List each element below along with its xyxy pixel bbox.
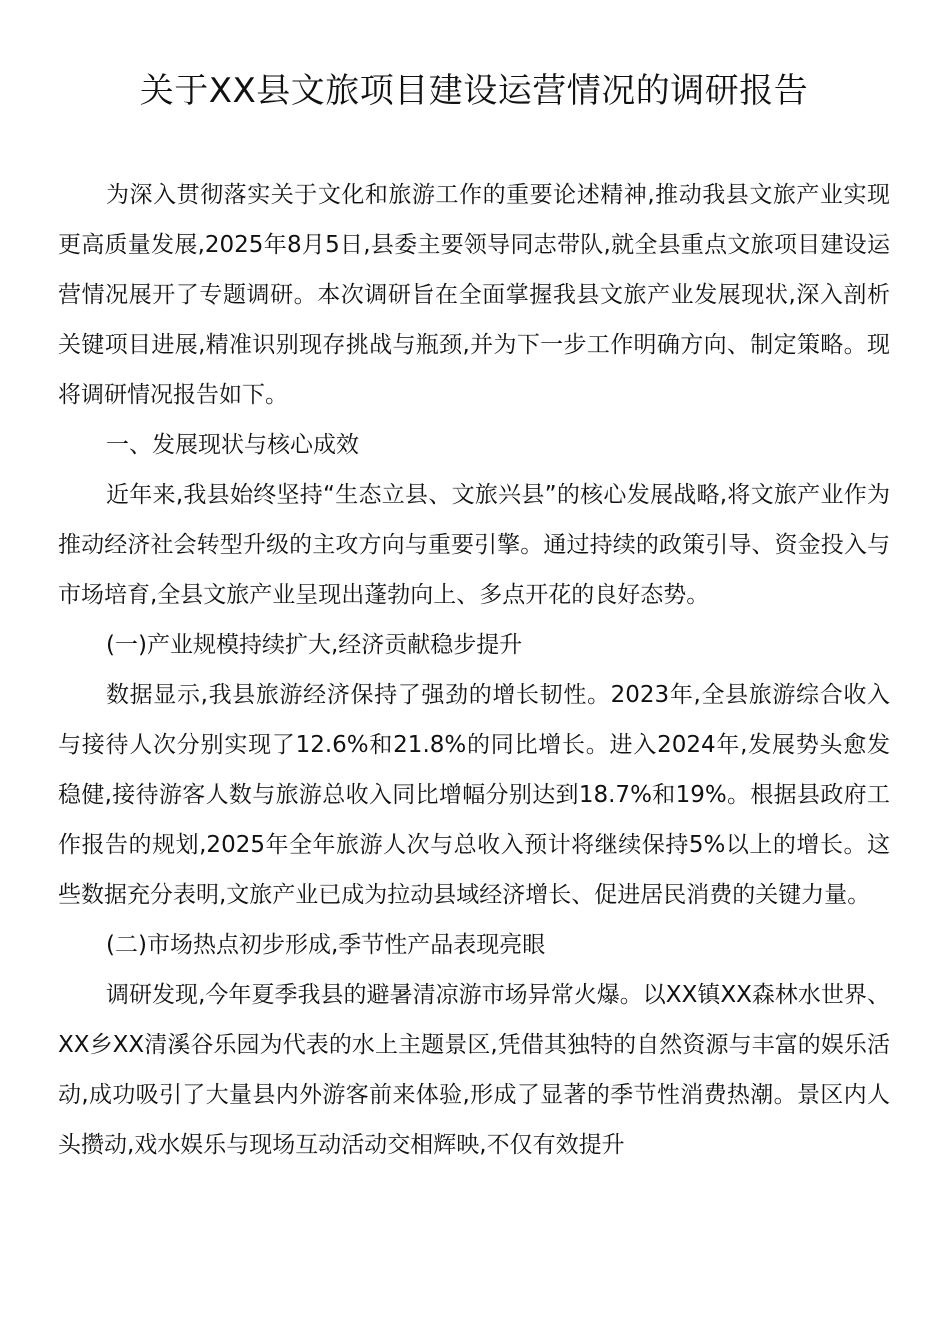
subsection-heading-2: (二)市场热点初步形成,季节性产品表现亮眼: [106, 932, 546, 958]
document-body: [58, 170, 890, 1170]
document-title: 关于XX县文旅项目建设运营情况的调研报告: [139, 71, 809, 111]
section-heading-1: 一、发展现状与核心成效: [106, 432, 359, 458]
subsection-1-paragraph: 数据显示,我县旅游经济保持了强劲的增长韧性。2023年,全县旅游综合收入与接待人次分别实现了12.6%和21.8%的同比增长。进入2024年,发展势头愈发稳健,接待游客人数与旅游总收入同比增幅分别达到18.7%和19%。根据县政府工作报告的规划,2025年全年旅游人次与总收入预计将继续保持5%以上的增长。这些数据充分表明,文旅产业已成为拉动县域经济增长、促进居民消费的关键力量。: [58, 682, 890, 908]
subsection-heading-1: (一)产业规模持续扩大,经济贡献稳步提升: [106, 632, 523, 658]
intro-paragraph: 为深入贯彻落实关于文化和旅游工作的重要论述精神,推动我县文旅产业实现更高质量发展,2025年8月5日,县委主要领导同志带队,就全县重点文旅项目建设运营情况展开了专题调研。本次调研旨在全面掌握我县文旅产业发展现状,深入剖析关键项目进展,精准识别现存挑战与瓶颈,并为下一步工作明确方向、制定策略。现将调研情况报告如下。: [58, 182, 890, 408]
section-1-paragraph: 近年来,我县始终坚持“生态立县、文旅兴县”的核心发展战略,将文旅产业作为推动经济社会转型升级的主攻方向与重要引擎。通过持续的政策引导、资金投入与市场培育,全县文旅产业呈现出蓬勃向上、多点开花的良好态势。: [58, 482, 890, 608]
subsection-2-paragraph: 调研发现,今年夏季我县的避暑清凉游市场异常火爆。以XX镇XX森林水世界、XX乡XX清溪谷乐园为代表的水上主题景区,凭借其独特的自然资源与丰富的娱乐活动,成功吸引了大量县内外游客前来体验,形成了显著的季节性消费热潮。景区内人头攒动,戏水娱乐与现场互动活动交相辉映,不仅有效提升: [58, 982, 890, 1158]
